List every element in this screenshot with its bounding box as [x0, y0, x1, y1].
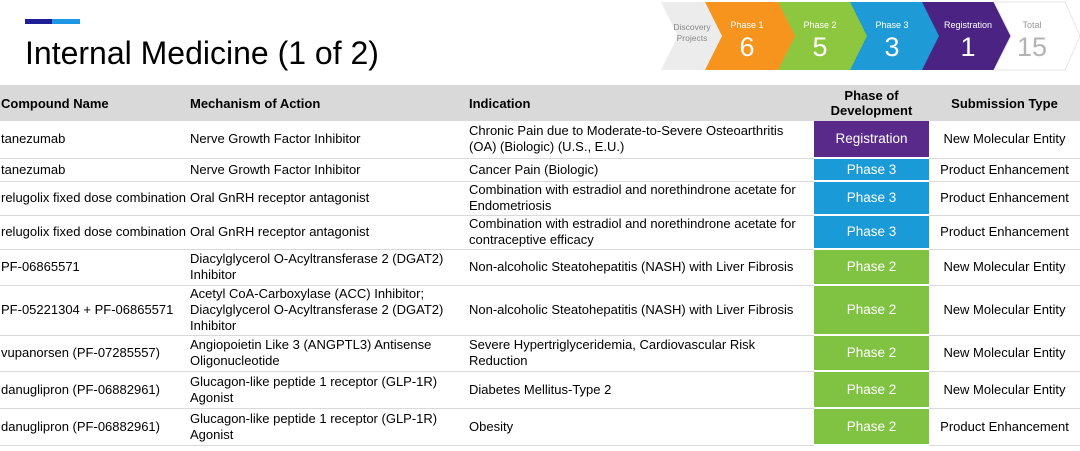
- mechanism-cell: Diacylglycerol O-Acyltransferase 2 (DGAT2) Inhibitor: [189, 249, 468, 285]
- table-row: [0, 215, 1080, 249]
- mechanism-cell: Nerve Growth Factor Inhibitor: [189, 158, 468, 181]
- indication-cell: Non-alcoholic Steatohepatitis (NASH) with Liver Fibrosis: [468, 249, 814, 285]
- table-row: [0, 285, 1080, 335]
- header-indication: Indication: [468, 85, 814, 121]
- stage-phase2: [790, 20, 850, 65]
- phase-badge: Phase 3: [814, 215, 929, 249]
- stage-total-label: Total: [1022, 20, 1042, 30]
- phase-badge: Phase 2: [814, 249, 929, 285]
- stage-phase3-count: 3: [884, 32, 900, 62]
- header-phase: Phase of Development: [814, 85, 929, 121]
- stage-phase3: [862, 20, 922, 65]
- stage-registration-count: 1: [960, 32, 976, 62]
- compound-cell: danuglipron (PF-06882961): [0, 371, 189, 408]
- compound-cell: vupanorsen (PF-07285557): [0, 335, 189, 371]
- indication-cell: Diabetes Mellitus-Type 2: [468, 371, 814, 408]
- table-row: [0, 408, 1080, 445]
- stage-total-count: 15: [1016, 32, 1048, 62]
- stage-phase2-count: 5: [812, 32, 828, 62]
- accent-bar-navy: [25, 19, 52, 24]
- phase-badge: Phase 3: [814, 158, 929, 181]
- stage-total: [1007, 20, 1057, 65]
- compound-cell: tanezumab: [0, 121, 189, 158]
- header-mechanism: Mechanism of Action: [189, 85, 468, 121]
- compound-cell: PF-05221304 + PF-06865571: [0, 285, 189, 335]
- indication-cell: Chronic Pain due to Moderate-to-Severe Osteoarthritis (OA) (Biologic) (U.S., E.U.): [468, 121, 814, 158]
- table-row: [0, 181, 1080, 215]
- compound-cell: danuglipron (PF-06882961): [0, 408, 189, 445]
- compound-cell: relugolix fixed dose combination: [0, 181, 189, 215]
- mechanism-cell: Acetyl CoA-Carboxylase (ACC) Inhibitor; Diacylglycerol O-Acyltransferase 2 (DGAT2) Inhibitor: [189, 285, 468, 335]
- phase-badge: Registration: [814, 121, 929, 158]
- stage-registration-label: Registration: [943, 20, 993, 30]
- phase-badge: Phase 2: [814, 408, 929, 445]
- accent-bar-blue: [52, 19, 80, 24]
- submission-cell: New Molecular Entity: [929, 371, 1080, 408]
- table-header-row: [0, 85, 1080, 121]
- submission-cell: Product Enhancement: [929, 158, 1080, 181]
- mechanism-cell: Glucagon-like peptide 1 receptor (GLP-1R) Agonist: [189, 371, 468, 408]
- header-compound: Compound Name: [0, 85, 189, 121]
- table-row: [0, 371, 1080, 408]
- table-row: [0, 121, 1080, 158]
- indication-cell: Non-alcoholic Steatohepatitis (NASH) with Liver Fibrosis: [468, 285, 814, 335]
- compound-cell: PF-06865571: [0, 249, 189, 285]
- stage-discovery-label: Discovery Projects: [673, 22, 711, 43]
- header-submission: Submission Type: [929, 85, 1080, 121]
- phase-badge: Phase 3: [814, 181, 929, 215]
- phase-badge: Phase 2: [814, 335, 929, 371]
- table-row: [0, 249, 1080, 285]
- submission-cell: New Molecular Entity: [929, 249, 1080, 285]
- table-row: [0, 335, 1080, 371]
- stage-discovery: [661, 20, 723, 60]
- stage-phase1-count: 6: [739, 32, 755, 62]
- stage-phase2-label: Phase 2: [803, 20, 837, 30]
- mechanism-cell: Angiopoietin Like 3 (ANGPTL3) Antisense Oligonucleotide: [189, 335, 468, 371]
- pipeline-summary: [661, 0, 1080, 80]
- submission-cell: New Molecular Entity: [929, 285, 1080, 335]
- indication-cell: Obesity: [468, 408, 814, 445]
- stage-phase1: [717, 20, 777, 65]
- page-title: Internal Medicine (1 of 2): [25, 35, 379, 71]
- submission-cell: Product Enhancement: [929, 215, 1080, 249]
- mechanism-cell: Oral GnRH receptor antagonist: [189, 181, 468, 215]
- stage-phase1-label: Phase 1: [730, 20, 764, 30]
- submission-cell: New Molecular Entity: [929, 121, 1080, 158]
- indication-cell: Combination with estradiol and norethindrone acetate for contraceptive efficacy: [468, 215, 814, 249]
- stage-registration: [935, 20, 1001, 65]
- compound-cell: tanezumab: [0, 158, 189, 181]
- submission-cell: New Molecular Entity: [929, 335, 1080, 371]
- pipeline-table: [0, 85, 1080, 446]
- compound-cell: relugolix fixed dose combination: [0, 215, 189, 249]
- stage-phase3-label: Phase 3: [875, 20, 909, 30]
- mechanism-cell: Glucagon-like peptide 1 receptor (GLP-1R) Agonist: [189, 408, 468, 445]
- phase-badge: Phase 2: [814, 371, 929, 408]
- submission-cell: Product Enhancement: [929, 181, 1080, 215]
- mechanism-cell: Nerve Growth Factor Inhibitor: [189, 121, 468, 158]
- indication-cell: Combination with estradiol and norethindrone acetate for Endometriosis: [468, 181, 814, 215]
- mechanism-cell: Oral GnRH receptor antagonist: [189, 215, 468, 249]
- phase-badge: Phase 2: [814, 285, 929, 335]
- indication-cell: Cancer Pain (Biologic): [468, 158, 814, 181]
- indication-cell: Severe Hypertriglyceridemia, Cardiovascular Risk Reduction: [468, 335, 814, 371]
- title-accent-bar: [25, 19, 80, 24]
- table-row: [0, 158, 1080, 181]
- submission-cell: Product Enhancement: [929, 408, 1080, 445]
